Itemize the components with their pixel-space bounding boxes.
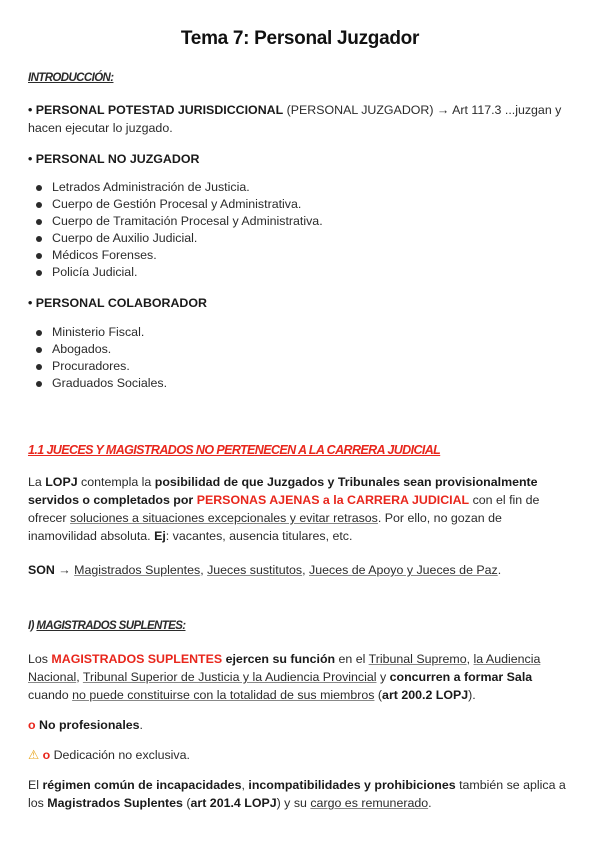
underlined-text: Tribunal Supremo: [368, 652, 467, 666]
son-label: SON: [28, 563, 55, 577]
list-item: Graduados Sociales.: [52, 376, 168, 390]
section-1-1-heading: 1.1 JUECES Y MAGISTRADOS NO PERTENECEN A LA CARRERA JUDICIAL: [28, 443, 441, 457]
personal-colaborador-list: [28, 324, 167, 392]
text: : vacantes, ausencia titulares, etc.: [165, 529, 353, 543]
underlined-text: Nacional: [28, 670, 77, 684]
personal-no-juzgador-list: [28, 179, 323, 281]
section-i-heading: [28, 620, 186, 632]
personal-colaborador-label: • PERSONAL COLABORADOR: [28, 296, 207, 310]
separator: ,: [76, 670, 83, 684]
text: contempla la: [77, 475, 155, 489]
text: (: [374, 688, 383, 702]
personal-no-juzgador-label: • PERSONAL NO JUZGADOR: [28, 152, 200, 166]
text: .: [428, 796, 432, 810]
personal-potestad-text-1: (PERSONAL JUZGADOR) → Art 117.3 ...juzgan y: [283, 103, 562, 117]
list-item: Cuerpo de Auxilio Judicial.: [52, 230, 323, 247]
bold-text: No profesionales: [35, 718, 140, 732]
list-item: Cuerpo de Gestión Procesal y Administrativa.: [52, 196, 323, 213]
no-profesionales-line: [28, 716, 578, 734]
text: en el: [335, 652, 369, 666]
arrow-text: →: [54, 563, 75, 577]
list-item: Policía Judicial.: [52, 264, 323, 281]
list-item: Ministerio Fiscal.: [52, 324, 167, 341]
son-item: Jueces de Apoyo y Jueces de Paz: [309, 563, 498, 577]
section-i-paragraph: [28, 650, 578, 704]
text: La: [28, 475, 46, 489]
text: El: [28, 778, 43, 792]
underlined-text: Tribunal Superior de Justicia y la Audiencia Provincial: [82, 670, 377, 684]
intro-heading: INTRODUCCIÓN:: [28, 72, 114, 84]
o-marker: o: [42, 748, 51, 762]
bold-text: Ej: [154, 529, 166, 543]
bold-text: incompatibilidades y prohibiciones: [248, 778, 456, 792]
bold-text: Magistrados Suplentes: [47, 796, 183, 810]
list-item: Procuradores.: [52, 358, 167, 375]
underlined-text: no puede constituirse con la totalidad de sus miembros: [72, 688, 375, 702]
bold-text: art 200.2 LOPJ: [382, 688, 469, 702]
o-marker: o: [28, 718, 36, 732]
text: .: [139, 718, 143, 732]
heading-text: MAGISTRADOS SUPLENTES:: [36, 620, 186, 632]
separator: ,: [200, 563, 208, 577]
text: cuando: [28, 688, 73, 702]
text: Los: [28, 652, 52, 666]
separator: ,: [466, 652, 474, 666]
text: (: [182, 796, 191, 810]
heading-number: I): [28, 620, 37, 632]
bold-text: concurren a formar Sala: [389, 670, 533, 684]
text: y: [376, 670, 390, 684]
dedicacion-line: [28, 746, 578, 764]
personal-potestad-text-2: hacen ejecutar lo juzgado.: [28, 121, 173, 135]
lopj-text: LOPJ: [45, 475, 78, 489]
text: ).: [468, 688, 476, 702]
page-title: Tema 7: Personal Juzgador: [180, 28, 420, 49]
warning-icon: ⚠: [28, 748, 40, 762]
personal-potestad-paragraph: [28, 101, 578, 137]
bold-text: posibilidad de que Juzgados y Tribunales sean provisionalmente: [154, 475, 538, 489]
son-item: Magistrados Suplentes: [74, 563, 201, 577]
list-item: Médicos Forenses.: [52, 247, 323, 264]
personal-potestad-label: • PERSONAL POTESTAD JURISDICCIONAL: [28, 103, 284, 117]
section-1-1-paragraph: [28, 473, 578, 545]
highlight-red-text: MAGISTRADOS SUPLENTES: [51, 652, 223, 666]
text: ofrecer: [28, 511, 71, 525]
bold-text: art 201.4 LOPJ: [190, 796, 277, 810]
text: . Por ello, no gozan de: [377, 511, 502, 525]
separator: ,: [241, 778, 249, 792]
text: .: [497, 563, 502, 577]
highlight-red-text: PERSONAS AJENAS a la CARRERA JUDICIAL: [196, 493, 470, 507]
regimen-paragraph: [28, 776, 578, 812]
son-line: [28, 561, 578, 579]
bold-text: régimen común de incapacidades: [42, 778, 242, 792]
bold-text: servidos o completados por: [28, 493, 197, 507]
text: Dedicación no exclusiva.: [50, 748, 190, 762]
text: también se aplica a: [455, 778, 566, 792]
list-item: Abogados.: [52, 341, 167, 358]
text: los: [28, 796, 48, 810]
text: inamovilidad absoluta.: [28, 529, 155, 543]
bold-text: ejercen su función: [222, 652, 336, 666]
separator: ,: [302, 563, 310, 577]
son-item: Jueces sustitutos: [207, 563, 303, 577]
list-item: Cuerpo de Tramitación Procesal y Administrativa.: [52, 214, 323, 228]
underlined-text: soluciones a situaciones excepcionales y evitar retrasos: [70, 511, 378, 525]
underlined-text: la Audiencia: [473, 652, 541, 666]
list-item: Letrados Administración de Justicia.: [52, 179, 323, 196]
text: ) y su: [276, 796, 311, 810]
text: con el fin de: [469, 493, 540, 507]
underlined-text: cargo es remunerado: [310, 796, 429, 810]
